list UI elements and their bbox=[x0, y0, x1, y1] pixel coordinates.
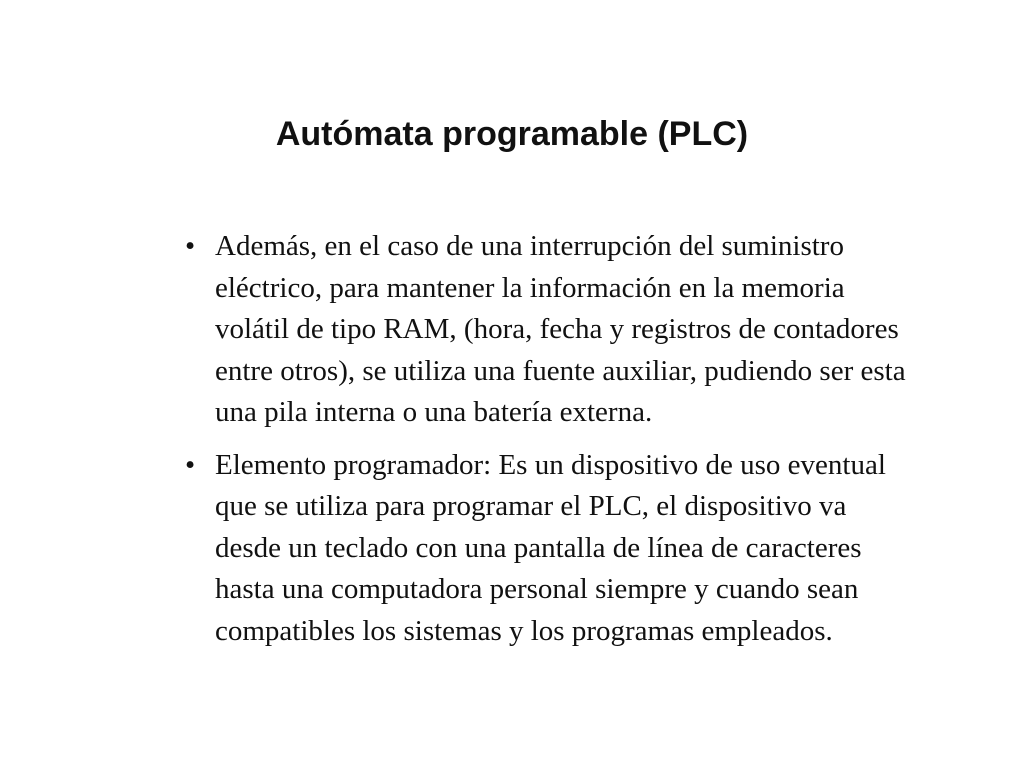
bullet-text: Elemento programador: Es un dispositivo de uso eventual que se utiliza para programar el PLC, el dispositivo va desde un teclado con una pantalla de línea de caracteres hasta una computadora personal siempre y cuando sean compatibles los sistemas y los programas empleados. bbox=[215, 448, 886, 647]
bullet-item bbox=[183, 226, 913, 434]
slide-title: Autómata programable (PLC) bbox=[275, 115, 749, 153]
bullet-item bbox=[183, 445, 913, 653]
bullet-list bbox=[183, 226, 913, 663]
bullet-icon: • bbox=[185, 448, 196, 481]
bullet-icon: • bbox=[185, 230, 196, 262]
bullet-text: Además, en el caso de una interrupción del suministro eléctrico, para mantener la información en la memoria volátil de tipo RAM, (hora, fecha y registros de contadores entre otros), se utiliza una fuente auxiliar, pudiendo ser esta una pila interna o una batería externa. bbox=[215, 230, 906, 428]
